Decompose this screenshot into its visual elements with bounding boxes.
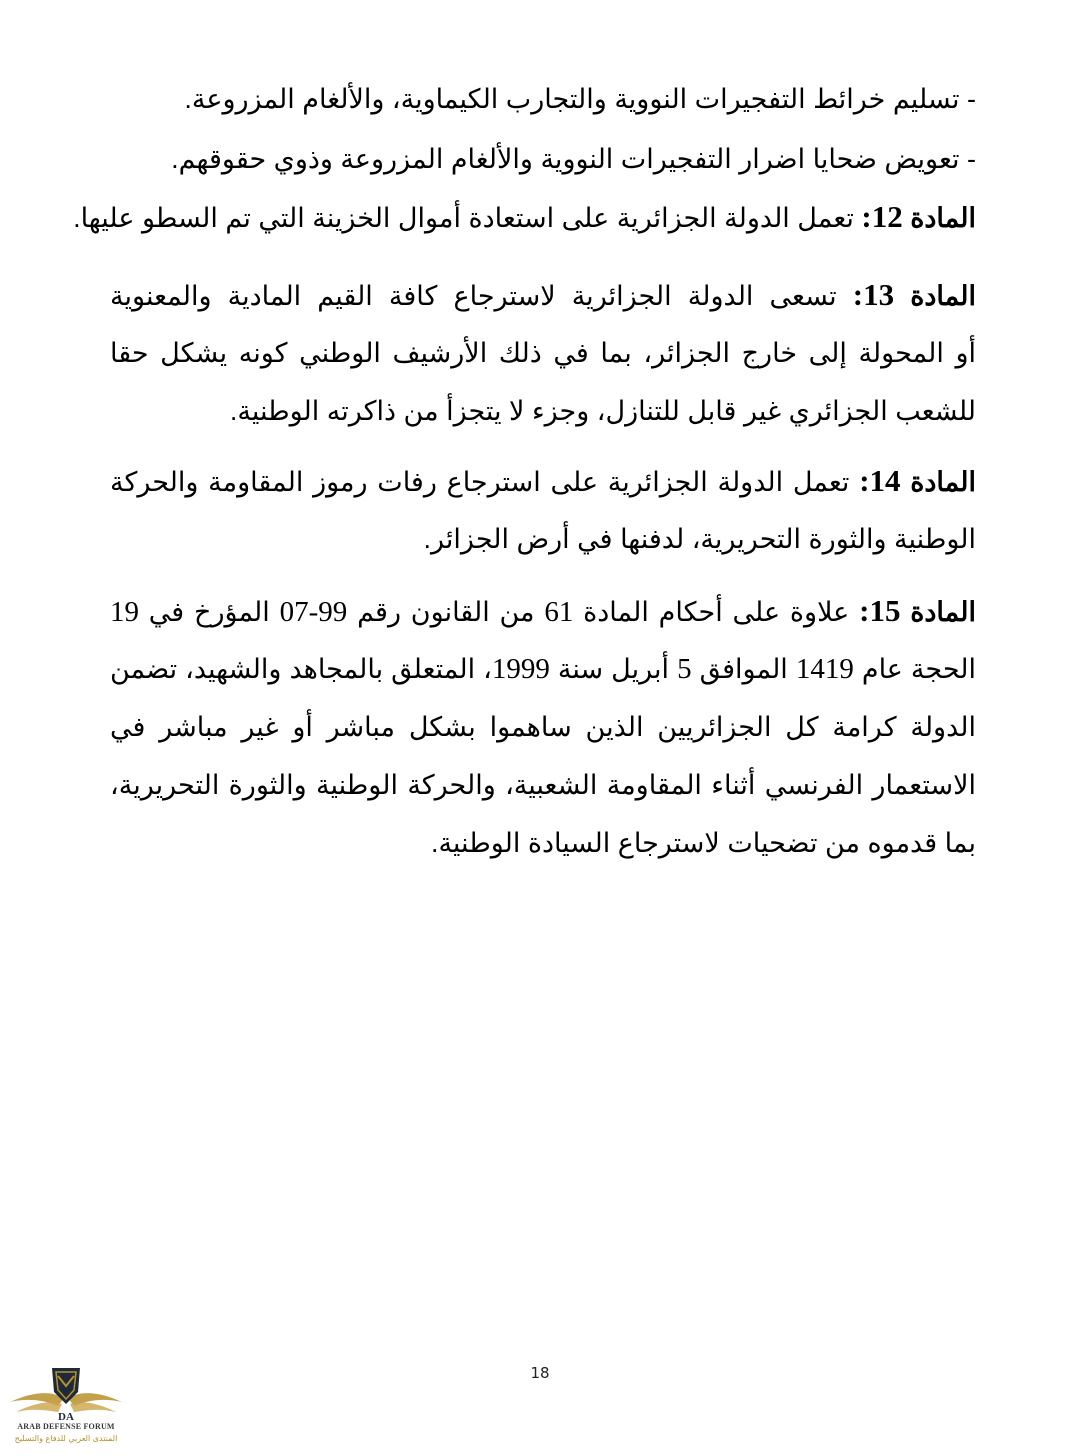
bullet-text: - تعويض ضحايا اضرار التفجيرات النووية والألغام المزروعة وذوي حقوقهم. [171, 144, 976, 174]
article-line: الدولة كرامة كل الجزائريين الذين ساهموا بشكل مباشر أو غير مباشر في [110, 712, 976, 742]
date-day: 5 [677, 653, 692, 685]
hijri-year: 1419 [795, 653, 854, 685]
article-text: علاوة على أحكام المادة [573, 597, 850, 627]
article-text: أبريل سنة [549, 654, 678, 684]
page-number: 18 [530, 1364, 550, 1382]
article-line: أو المحولة إلى خارج الجزائر، بما في ذلك الأرشيف الوطني كونه يشكل حقا [110, 338, 976, 368]
article-label: المادة [910, 467, 976, 497]
article-12 [73, 188, 976, 246]
article-text: تعمل الدولة الجزائرية على استعادة أموال الخزينة التي تم السطو عليها. [73, 203, 854, 233]
article-text: من القانون رقم [347, 597, 545, 627]
article-line: بما قدموه من تضحيات لاسترجاع السيادة الوطنية. [430, 828, 976, 858]
svg-text:DA: DA [58, 1411, 74, 1423]
article-text: تسعى الدولة الجزائرية لاسترجاع كافة القيم المادية والمعنوية [110, 281, 837, 311]
gregorian-year: 1999 [491, 653, 550, 685]
watermark-name-en: ARAB DEFENSE FORUM [17, 1422, 115, 1431]
article-text: تعمل الدولة الجزائرية على استرجاع رفات رموز المقاومة والحركة [110, 467, 850, 497]
watermark-logo [6, 1358, 126, 1454]
article-line [110, 452, 976, 510]
article-line: الاستعمار الفرنسي أثناء المقاومة الشعبية، والحركة الوطنية والثورة التحريرية، [110, 770, 976, 800]
law-number: 99-07 [279, 596, 348, 628]
article-label: المادة [910, 281, 976, 311]
article-text: ، المتعلق بالمجاهد والشهيد، تضمن [110, 654, 492, 684]
article-text: الحجة عام [853, 654, 976, 684]
article-line [110, 582, 976, 640]
article-line [110, 266, 976, 324]
article-13 [110, 266, 976, 440]
article-14 [110, 452, 976, 568]
article-number: 15: [859, 593, 901, 628]
bullet-item [110, 70, 976, 128]
article-text: الموافق [691, 654, 796, 684]
article-15 [110, 582, 976, 872]
article-number: 14: [859, 463, 901, 498]
watermark-name-ar: المنتدى العربي للدفاع والتسليح [14, 1434, 118, 1443]
article-number: 12: [861, 199, 903, 234]
article-line: الوطنية والثورة التحريرية، لدفنها في أرض الجزائر. [423, 524, 976, 554]
date-day: 19 [110, 596, 139, 628]
article-label: المادة [910, 203, 976, 233]
article-text: المؤرخ في [139, 597, 280, 627]
article-label: المادة [910, 597, 976, 627]
article-line [73, 188, 976, 246]
article-line: للشعب الجزائري غير قابل للتنازل، وجزء لا يتجزأ من ذاكرته الوطنية. [229, 396, 976, 426]
wings-emblem-icon [6, 1358, 126, 1424]
bullet-item [110, 130, 976, 188]
bullet-text: - تسليم خرائط التفجيرات النووية والتجارب الكيماوية، والألغام المزروعة. [184, 84, 976, 114]
article-number: 13: [852, 277, 895, 312]
article-line [110, 640, 976, 698]
article-ref-number: 61 [544, 596, 574, 628]
